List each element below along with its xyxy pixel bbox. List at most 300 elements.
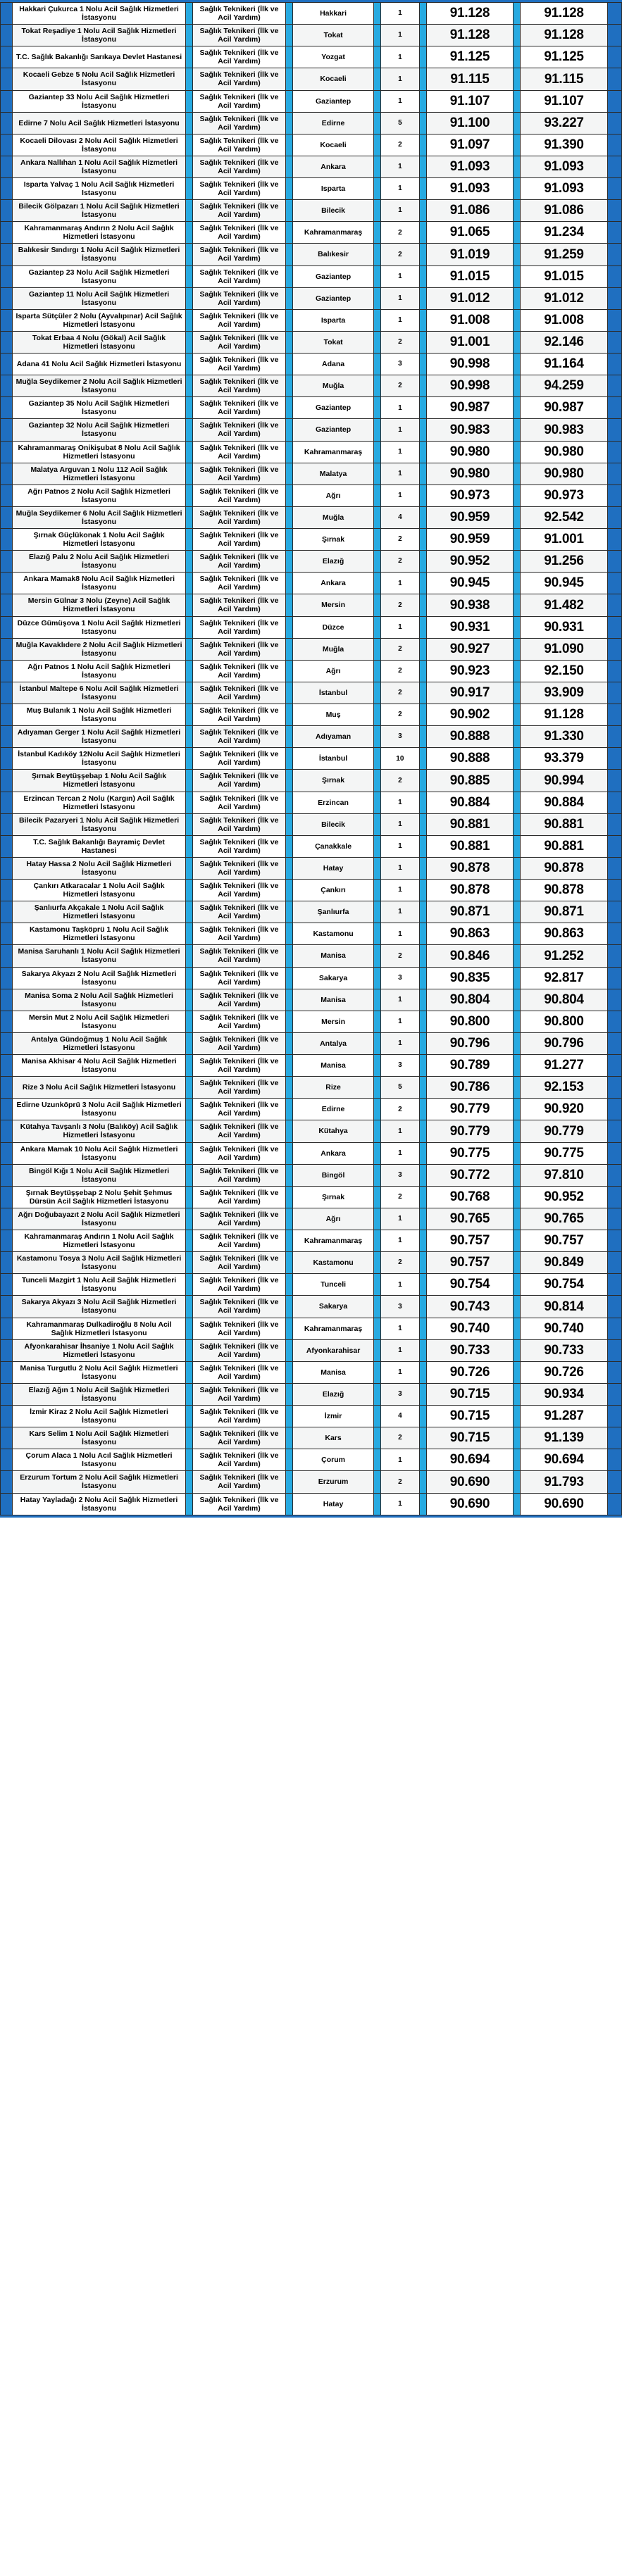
- cell-max-score[interactable]: 93.909: [521, 682, 608, 704]
- cell-title[interactable]: Sağlık Teknikeri (İlk ve Acil Yardım): [192, 222, 285, 244]
- cell-max-score[interactable]: 91.234: [521, 222, 608, 244]
- cell-quota-count[interactable]: 1: [381, 1032, 420, 1054]
- cell-quota-count[interactable]: 2: [381, 551, 420, 573]
- table-row[interactable]: [1, 1361, 622, 1383]
- cell-min-score[interactable]: 90.885: [426, 770, 514, 792]
- cell-max-score[interactable]: 90.945: [521, 573, 608, 594]
- table-row[interactable]: [1, 90, 622, 112]
- cell-institution[interactable]: Isparta Sütçüler 2 Nolu (Ayvalıpınar) Acil Sağlık Hizmetleri İstasyonu: [13, 309, 186, 331]
- cell-city[interactable]: Ankara: [293, 156, 374, 177]
- cell-min-score[interactable]: 91.093: [426, 156, 514, 177]
- table-row[interactable]: [1, 923, 622, 945]
- cell-max-score[interactable]: 90.690: [521, 1493, 608, 1515]
- cell-city[interactable]: Muğla: [293, 375, 374, 397]
- cell-city[interactable]: Çankırı: [293, 880, 374, 901]
- cell-title[interactable]: Sağlık Teknikeri (İlk ve Acil Yardım): [192, 1077, 285, 1099]
- cell-min-score[interactable]: 91.008: [426, 309, 514, 331]
- cell-institution[interactable]: Ağrı Patnos 2 Nolu Acil Sağlık Hizmetleri İstasyonu: [13, 484, 186, 506]
- table-row[interactable]: [1, 1077, 622, 1099]
- table-row[interactable]: [1, 1208, 622, 1230]
- cell-title[interactable]: Sağlık Teknikeri (İlk ve Acil Yardım): [192, 945, 285, 967]
- cell-city[interactable]: Rize: [293, 1077, 374, 1099]
- cell-min-score[interactable]: 91.100: [426, 112, 514, 134]
- cell-city[interactable]: Malatya: [293, 463, 374, 484]
- cell-min-score[interactable]: 91.012: [426, 287, 514, 309]
- cell-city[interactable]: Hakkari: [293, 3, 374, 25]
- cell-title[interactable]: Sağlık Teknikeri (İlk ve Acil Yardım): [192, 484, 285, 506]
- cell-city[interactable]: Muş: [293, 704, 374, 726]
- table-row[interactable]: [1, 857, 622, 879]
- cell-city[interactable]: Manisa: [293, 1361, 374, 1383]
- cell-quota-count[interactable]: 3: [381, 1383, 420, 1405]
- cell-max-score[interactable]: 90.881: [521, 813, 608, 835]
- cell-max-score[interactable]: 90.800: [521, 1011, 608, 1032]
- cell-min-score[interactable]: 91.128: [426, 3, 514, 25]
- cell-max-score[interactable]: 90.983: [521, 419, 608, 441]
- cell-city[interactable]: Sakarya: [293, 1296, 374, 1318]
- cell-institution[interactable]: Mersin Mut 2 Nolu Acil Sağlık Hizmetleri İstasyonu: [13, 1011, 186, 1032]
- cell-title[interactable]: Sağlık Teknikeri (İlk ve Acil Yardım): [192, 857, 285, 879]
- cell-max-score[interactable]: 91.252: [521, 945, 608, 967]
- cell-city[interactable]: Afyonkarahisar: [293, 1339, 374, 1361]
- table-row[interactable]: [1, 1383, 622, 1405]
- cell-max-score[interactable]: 90.931: [521, 616, 608, 638]
- cell-city[interactable]: Manisa: [293, 945, 374, 967]
- cell-quota-count[interactable]: 1: [381, 857, 420, 879]
- cell-title[interactable]: Sağlık Teknikeri (İlk ve Acil Yardım): [192, 1120, 285, 1142]
- cell-institution[interactable]: Şırnak Güçlükonak 1 Nolu Acil Sağlık Hizmetleri İstasyonu: [13, 529, 186, 551]
- cell-institution[interactable]: Gaziantep 32 Nolu Acil Sağlık Hizmetleri İstasyonu: [13, 419, 186, 441]
- cell-quota-count[interactable]: 1: [381, 90, 420, 112]
- cell-city[interactable]: Kastamonu: [293, 923, 374, 945]
- cell-min-score[interactable]: 90.715: [426, 1383, 514, 1405]
- cell-title[interactable]: Sağlık Teknikeri (İlk ve Acil Yardım): [192, 529, 285, 551]
- cell-title[interactable]: Sağlık Teknikeri (İlk ve Acil Yardım): [192, 1208, 285, 1230]
- cell-title[interactable]: Sağlık Teknikeri (İlk ve Acil Yardım): [192, 1318, 285, 1339]
- cell-min-score[interactable]: 90.888: [426, 726, 514, 748]
- cell-city[interactable]: Adıyaman: [293, 726, 374, 748]
- cell-min-score[interactable]: 90.927: [426, 638, 514, 660]
- cell-institution[interactable]: Gaziantep 35 Nolu Acil Sağlık Hizmetleri İstasyonu: [13, 397, 186, 419]
- cell-title[interactable]: Sağlık Teknikeri (İlk ve Acil Yardım): [192, 134, 285, 156]
- cell-institution[interactable]: Tunceli Mazgirt 1 Nolu Acil Sağlık Hizmetleri İstasyonu: [13, 1274, 186, 1296]
- cell-title[interactable]: Sağlık Teknikeri (İlk ve Acil Yardım): [192, 1252, 285, 1274]
- cell-city[interactable]: Edirne: [293, 1099, 374, 1120]
- table-row[interactable]: [1, 704, 622, 726]
- table-row[interactable]: [1, 1252, 622, 1274]
- cell-institution[interactable]: Hatay Hassa 2 Nolu Acil Sağlık Hizmetleri İstasyonu: [13, 857, 186, 879]
- cell-min-score[interactable]: 90.902: [426, 704, 514, 726]
- table-row[interactable]: [1, 792, 622, 813]
- cell-max-score[interactable]: 91.793: [521, 1471, 608, 1493]
- cell-institution[interactable]: Şırnak Beytüşşebap 2 Nolu Şehit Şehmus Dürsün Acil Sağlık Hizmetleri İstasyonu: [13, 1186, 186, 1208]
- cell-min-score[interactable]: 90.959: [426, 506, 514, 528]
- cell-city[interactable]: Hatay: [293, 857, 374, 879]
- cell-quota-count[interactable]: 1: [381, 156, 420, 177]
- cell-city[interactable]: Kars: [293, 1427, 374, 1449]
- cell-quota-count[interactable]: 2: [381, 1252, 420, 1274]
- cell-min-score[interactable]: 90.796: [426, 1032, 514, 1054]
- cell-city[interactable]: Tokat: [293, 25, 374, 46]
- cell-city[interactable]: Elazığ: [293, 551, 374, 573]
- cell-city[interactable]: Antalya: [293, 1032, 374, 1054]
- cell-max-score[interactable]: 91.128: [521, 25, 608, 46]
- cell-max-score[interactable]: 91.164: [521, 354, 608, 375]
- cell-max-score[interactable]: 97.810: [521, 1164, 608, 1186]
- cell-title[interactable]: Sağlık Teknikeri (İlk ve Acil Yardım): [192, 682, 285, 704]
- cell-quota-count[interactable]: 3: [381, 967, 420, 989]
- table-row[interactable]: [1, 551, 622, 573]
- cell-min-score[interactable]: 90.878: [426, 880, 514, 901]
- table-row[interactable]: [1, 880, 622, 901]
- table-row[interactable]: [1, 901, 622, 923]
- table-row[interactable]: [1, 529, 622, 551]
- cell-city[interactable]: Kütahya: [293, 1120, 374, 1142]
- cell-institution[interactable]: Düzce Gümüşova 1 Nolu Acil Sağlık Hizmetleri Istasyonu: [13, 616, 186, 638]
- cell-title[interactable]: Sağlık Teknikeri (İlk ve Acil Yardım): [192, 68, 285, 90]
- table-row[interactable]: [1, 46, 622, 68]
- cell-institution[interactable]: Rize 3 Nolu Acil Sağlık Hizmetleri İstasyonu: [13, 1077, 186, 1099]
- table-row[interactable]: [1, 1493, 622, 1515]
- table-row[interactable]: [1, 1120, 622, 1142]
- cell-institution[interactable]: Şanlıurfa Akçakale 1 Nolu Acil Sağlık Hizmetleri İstasyonu: [13, 901, 186, 923]
- cell-title[interactable]: Sağlık Teknikeri (İlk ve Acil Yardım): [192, 770, 285, 792]
- cell-city[interactable]: Kahramanmaraş: [293, 441, 374, 463]
- cell-city[interactable]: Kahramanmaraş: [293, 1230, 374, 1252]
- cell-min-score[interactable]: 90.715: [426, 1427, 514, 1449]
- cell-quota-count[interactable]: 1: [381, 1361, 420, 1383]
- cell-city[interactable]: Muğla: [293, 506, 374, 528]
- table-row[interactable]: [1, 1339, 622, 1361]
- cell-title[interactable]: Sağlık Teknikeri (İlk ve Acil Yardım): [192, 1099, 285, 1120]
- cell-title[interactable]: Sağlık Teknikeri (İlk ve Acil Yardım): [192, 638, 285, 660]
- cell-min-score[interactable]: 90.871: [426, 901, 514, 923]
- cell-title[interactable]: Sağlık Teknikeri (İlk ve Acil Yardım): [192, 726, 285, 748]
- cell-min-score[interactable]: 90.804: [426, 989, 514, 1011]
- cell-min-score[interactable]: 90.789: [426, 1055, 514, 1077]
- cell-max-score[interactable]: 91.107: [521, 90, 608, 112]
- cell-institution[interactable]: Hakkari Çukurca 1 Nolu Acil Sağlık Hizmetleri İstasyonu: [13, 3, 186, 25]
- cell-quota-count[interactable]: 1: [381, 835, 420, 857]
- table-row[interactable]: [1, 594, 622, 616]
- cell-title[interactable]: Sağlık Teknikeri (İlk ve Acil Yardım): [192, 1493, 285, 1515]
- table-row[interactable]: [1, 1230, 622, 1252]
- cell-institution[interactable]: Balıkesir Sındırgı 1 Nolu Acil Sağlık Hizmetleri İstasyonu: [13, 244, 186, 265]
- table-row[interactable]: [1, 682, 622, 704]
- cell-city[interactable]: Kocaeli: [293, 134, 374, 156]
- cell-city[interactable]: Gaziantep: [293, 397, 374, 419]
- cell-min-score[interactable]: 90.754: [426, 1274, 514, 1296]
- cell-quota-count[interactable]: 1: [381, 1011, 420, 1032]
- table-row[interactable]: [1, 1274, 622, 1296]
- cell-city[interactable]: Çanakkale: [293, 835, 374, 857]
- cell-title[interactable]: Sağlık Teknikeri (İlk ve Acil Yardım): [192, 835, 285, 857]
- cell-title[interactable]: Sağlık Teknikeri (İlk ve Acil Yardım): [192, 375, 285, 397]
- cell-title[interactable]: Sağlık Teknikeri (İlk ve Acil Yardım): [192, 594, 285, 616]
- table-row[interactable]: [1, 770, 622, 792]
- table-row[interactable]: [1, 1427, 622, 1449]
- cell-institution[interactable]: İzmir Kiraz 2 Nolu Acil Sağlık Hizmetleri İstasyonu: [13, 1406, 186, 1427]
- cell-min-score[interactable]: 91.107: [426, 90, 514, 112]
- cell-institution[interactable]: Ankara Mamak 10 Nolu Acil Sağlık Hizmetleri İstasyonu: [13, 1142, 186, 1164]
- cell-institution[interactable]: Gaziantep 11 Nolu Acil Sağlık Hizmetleri İstasyonu: [13, 287, 186, 309]
- cell-institution[interactable]: Erzincan Tercan 2 Nolu (Kargın) Acil Sağlık Hizmetleri İstasyonu: [13, 792, 186, 813]
- cell-city[interactable]: Erzurum: [293, 1471, 374, 1493]
- cell-city[interactable]: Edirne: [293, 112, 374, 134]
- cell-city[interactable]: Isparta: [293, 178, 374, 200]
- cell-city[interactable]: Yozgat: [293, 46, 374, 68]
- cell-quota-count[interactable]: 1: [381, 1208, 420, 1230]
- cell-min-score[interactable]: 90.775: [426, 1142, 514, 1164]
- cell-institution[interactable]: İstanbul Kadıköy 12Nolu Acil Sağlık Hizmetleri İstasyonu: [13, 748, 186, 770]
- cell-min-score[interactable]: 90.726: [426, 1361, 514, 1383]
- cell-quota-count[interactable]: 3: [381, 726, 420, 748]
- cell-quota-count[interactable]: 1: [381, 25, 420, 46]
- cell-title[interactable]: Sağlık Teknikeri (İlk ve Acil Yardım): [192, 1011, 285, 1032]
- table-row[interactable]: [1, 484, 622, 506]
- cell-quota-count[interactable]: 1: [381, 265, 420, 287]
- cell-institution[interactable]: Kahramanmaraş Andırın 1 Nolu Acil Sağlık Hizmetleri İstasyonu: [13, 1230, 186, 1252]
- cell-institution[interactable]: Ağrı Patnos 1 Nolu Acil Sağlık Hizmetleri İstasyonu: [13, 660, 186, 682]
- cell-quota-count[interactable]: 1: [381, 616, 420, 638]
- cell-min-score[interactable]: 91.115: [426, 68, 514, 90]
- cell-quota-count[interactable]: 1: [381, 68, 420, 90]
- cell-min-score[interactable]: 90.884: [426, 792, 514, 813]
- cell-city[interactable]: Ağrı: [293, 484, 374, 506]
- cell-title[interactable]: Sağlık Teknikeri (İlk ve Acil Yardım): [192, 1361, 285, 1383]
- cell-institution[interactable]: Gaziantep 33 Nolu Acil Sağlık Hizmetleri İstasyonu: [13, 90, 186, 112]
- cell-institution[interactable]: Çankırı Atkaracalar 1 Nolu Acil Sağlık Hizmetleri İstasyonu: [13, 880, 186, 901]
- cell-institution[interactable]: Şırnak Beytüşşebap 1 Nolu Acil Sağlık Hizmetleri İstasyonu: [13, 770, 186, 792]
- cell-quota-count[interactable]: 1: [381, 813, 420, 835]
- cell-max-score[interactable]: 93.227: [521, 112, 608, 134]
- cell-quota-count[interactable]: 3: [381, 1296, 420, 1318]
- cell-quota-count[interactable]: 1: [381, 46, 420, 68]
- cell-title[interactable]: Sağlık Teknikeri (İlk ve Acil Yardım): [192, 397, 285, 419]
- cell-title[interactable]: Sağlık Teknikeri (İlk ve Acil Yardım): [192, 813, 285, 835]
- cell-institution[interactable]: Muğla Kavaklıdere 2 Nolu Acil Sağlık Hizmetleri İstasyonu: [13, 638, 186, 660]
- table-row[interactable]: [1, 244, 622, 265]
- table-row[interactable]: [1, 287, 622, 309]
- cell-title[interactable]: Sağlık Teknikeri (İlk ve Acil Yardım): [192, 1383, 285, 1405]
- table-row[interactable]: [1, 989, 622, 1011]
- cell-min-score[interactable]: 90.917: [426, 682, 514, 704]
- cell-title[interactable]: Sağlık Teknikeri (İlk ve Acil Yardım): [192, 419, 285, 441]
- cell-max-score[interactable]: 93.379: [521, 748, 608, 770]
- cell-max-score[interactable]: 91.090: [521, 638, 608, 660]
- cell-institution[interactable]: Adana 41 Nolu Acil Sağlık Hizmetleri İstasyonu: [13, 354, 186, 375]
- table-row[interactable]: [1, 375, 622, 397]
- cell-max-score[interactable]: 90.980: [521, 463, 608, 484]
- cell-quota-count[interactable]: 1: [381, 1493, 420, 1515]
- table-row[interactable]: [1, 1142, 622, 1164]
- cell-city[interactable]: Şırnak: [293, 529, 374, 551]
- cell-institution[interactable]: Malatya Arguvan 1 Nolu 112 Acil Sağlık Hizmetleri İstasyonu: [13, 463, 186, 484]
- cell-min-score[interactable]: 90.945: [426, 573, 514, 594]
- cell-city[interactable]: Elazığ: [293, 1383, 374, 1405]
- cell-max-score[interactable]: 90.775: [521, 1142, 608, 1164]
- cell-city[interactable]: Balıkesir: [293, 244, 374, 265]
- table-row[interactable]: [1, 178, 622, 200]
- cell-max-score[interactable]: 90.952: [521, 1186, 608, 1208]
- cell-title[interactable]: Sağlık Teknikeri (İlk ve Acil Yardım): [192, 792, 285, 813]
- table-row[interactable]: [1, 1011, 622, 1032]
- cell-city[interactable]: Ağrı: [293, 660, 374, 682]
- cell-city[interactable]: Sakarya: [293, 967, 374, 989]
- cell-city[interactable]: Çorum: [293, 1449, 374, 1471]
- cell-quota-count[interactable]: 1: [381, 573, 420, 594]
- cell-quota-count[interactable]: 1: [381, 419, 420, 441]
- cell-max-score[interactable]: 91.277: [521, 1055, 608, 1077]
- cell-quota-count[interactable]: 1: [381, 901, 420, 923]
- cell-institution[interactable]: Tokat Reşadiye 1 Nolu Acil Sağlık Hizmetleri İstasyonu: [13, 25, 186, 46]
- cell-institution[interactable]: Bilecik Gölpazarı 1 Nolu Acil Sağlık Hizmetleri İstasyonu: [13, 200, 186, 222]
- cell-min-score[interactable]: 90.973: [426, 484, 514, 506]
- cell-quota-count[interactable]: 2: [381, 331, 420, 353]
- cell-max-score[interactable]: 90.987: [521, 397, 608, 419]
- cell-max-score[interactable]: 91.128: [521, 3, 608, 25]
- cell-quota-count[interactable]: 1: [381, 463, 420, 484]
- cell-quota-count[interactable]: 1: [381, 1274, 420, 1296]
- cell-title[interactable]: Sağlık Teknikeri (İlk ve Acil Yardım): [192, 200, 285, 222]
- cell-max-score[interactable]: 91.012: [521, 287, 608, 309]
- cell-title[interactable]: Sağlık Teknikeri (İlk ve Acil Yardım): [192, 331, 285, 353]
- cell-min-score[interactable]: 90.881: [426, 813, 514, 835]
- cell-min-score[interactable]: 90.715: [426, 1406, 514, 1427]
- cell-institution[interactable]: Manisa Akhisar 4 Nolu Acil Sağlık Hizmetleri İstasyonu: [13, 1055, 186, 1077]
- cell-min-score[interactable]: 90.757: [426, 1230, 514, 1252]
- table-row[interactable]: [1, 638, 622, 660]
- cell-city[interactable]: Manisa: [293, 989, 374, 1011]
- table-row[interactable]: [1, 1032, 622, 1054]
- cell-title[interactable]: Sağlık Teknikeri (İlk ve Acil Yardım): [192, 3, 285, 25]
- cell-institution[interactable]: Edirne 7 Nolu Acil Sağlık Hizmetleri İstasyonu: [13, 112, 186, 134]
- cell-quota-count[interactable]: 2: [381, 1427, 420, 1449]
- cell-city[interactable]: Hatay: [293, 1493, 374, 1515]
- cell-quota-count[interactable]: 5: [381, 112, 420, 134]
- cell-max-score[interactable]: 90.884: [521, 792, 608, 813]
- cell-city[interactable]: Tunceli: [293, 1274, 374, 1296]
- cell-city[interactable]: Bilecik: [293, 813, 374, 835]
- table-row[interactable]: [1, 1318, 622, 1339]
- cell-institution[interactable]: İstanbul Maltepe 6 Nolu Acil Sağlık Hizmetleri İstasyonu: [13, 682, 186, 704]
- cell-city[interactable]: Gaziantep: [293, 265, 374, 287]
- cell-title[interactable]: Sağlık Teknikeri (İlk ve Acil Yardım): [192, 748, 285, 770]
- cell-quota-count[interactable]: 2: [381, 375, 420, 397]
- cell-quota-count[interactable]: 2: [381, 1099, 420, 1120]
- cell-city[interactable]: Erzincan: [293, 792, 374, 813]
- cell-max-score[interactable]: 90.814: [521, 1296, 608, 1318]
- table-row[interactable]: [1, 1055, 622, 1077]
- cell-min-score[interactable]: 90.743: [426, 1296, 514, 1318]
- cell-city[interactable]: Ankara: [293, 1142, 374, 1164]
- cell-city[interactable]: Mersin: [293, 1011, 374, 1032]
- cell-max-score[interactable]: 91.093: [521, 178, 608, 200]
- cell-max-score[interactable]: 90.920: [521, 1099, 608, 1120]
- cell-title[interactable]: Sağlık Teknikeri (İlk ve Acil Yardım): [192, 1032, 285, 1054]
- cell-quota-count[interactable]: 5: [381, 1077, 420, 1099]
- cell-max-score[interactable]: 91.128: [521, 704, 608, 726]
- cell-quota-count[interactable]: 1: [381, 1230, 420, 1252]
- cell-quota-count[interactable]: 1: [381, 1339, 420, 1361]
- cell-institution[interactable]: Isparta Yalvaç 1 Nolu Acil Sağlık Hizmetleri Istasyonu: [13, 178, 186, 200]
- table-row[interactable]: [1, 3, 622, 25]
- cell-quota-count[interactable]: 1: [381, 1120, 420, 1142]
- cell-min-score[interactable]: 90.931: [426, 616, 514, 638]
- cell-min-score[interactable]: 90.980: [426, 441, 514, 463]
- cell-city[interactable]: Şanlıurfa: [293, 901, 374, 923]
- cell-min-score[interactable]: 90.690: [426, 1493, 514, 1515]
- cell-city[interactable]: Isparta: [293, 309, 374, 331]
- cell-institution[interactable]: Muğla Seydikemer 2 Nolu Acil Sağlık Hizmetleri İstasyonu: [13, 375, 186, 397]
- cell-quota-count[interactable]: 2: [381, 222, 420, 244]
- cell-title[interactable]: Sağlık Teknikeri (İlk ve Acil Yardım): [192, 354, 285, 375]
- cell-quota-count[interactable]: 3: [381, 354, 420, 375]
- cell-quota-count[interactable]: 1: [381, 989, 420, 1011]
- cell-max-score[interactable]: 90.740: [521, 1318, 608, 1339]
- cell-title[interactable]: Sağlık Teknikeri (İlk ve Acil Yardım): [192, 112, 285, 134]
- cell-quota-count[interactable]: 3: [381, 1055, 420, 1077]
- cell-quota-count[interactable]: 2: [381, 704, 420, 726]
- cell-quota-count[interactable]: 2: [381, 244, 420, 265]
- cell-quota-count[interactable]: 2: [381, 1471, 420, 1493]
- cell-city[interactable]: İstanbul: [293, 748, 374, 770]
- cell-max-score[interactable]: 94.259: [521, 375, 608, 397]
- cell-title[interactable]: Sağlık Teknikeri (İlk ve Acil Yardım): [192, 25, 285, 46]
- cell-max-score[interactable]: 90.863: [521, 923, 608, 945]
- cell-min-score[interactable]: 90.779: [426, 1120, 514, 1142]
- cell-min-score[interactable]: 90.980: [426, 463, 514, 484]
- cell-institution[interactable]: Kahramanmaraş Dulkadiroğlu 8 Nolu Acil Sağlık Hizmetleri İstasyonu: [13, 1318, 186, 1339]
- cell-institution[interactable]: Kars Selim 1 Nolu Acil Sağlık Hizmetleri İstasyonu: [13, 1427, 186, 1449]
- cell-title[interactable]: Sağlık Teknikeri (İlk ve Acil Yardım): [192, 967, 285, 989]
- table-row[interactable]: [1, 967, 622, 989]
- cell-city[interactable]: Bingöl: [293, 1164, 374, 1186]
- cell-min-score[interactable]: 90.881: [426, 835, 514, 857]
- cell-quota-count[interactable]: 1: [381, 1318, 420, 1339]
- cell-min-score[interactable]: 90.987: [426, 397, 514, 419]
- cell-title[interactable]: Sağlık Teknikeri (İlk ve Acil Yardım): [192, 1142, 285, 1164]
- cell-institution[interactable]: Bilecik Pazaryeri 1 Nolu Acil Sağlık Hizmetleri İstasyonu: [13, 813, 186, 835]
- cell-city[interactable]: Şırnak: [293, 1186, 374, 1208]
- cell-title[interactable]: Sağlık Teknikeri (İlk ve Acil Yardım): [192, 156, 285, 177]
- cell-quota-count[interactable]: 1: [381, 484, 420, 506]
- cell-max-score[interactable]: 91.086: [521, 200, 608, 222]
- table-row[interactable]: [1, 1164, 622, 1186]
- cell-min-score[interactable]: 91.065: [426, 222, 514, 244]
- cell-title[interactable]: Sağlık Teknikeri (İlk ve Acil Yardım): [192, 265, 285, 287]
- table-row[interactable]: [1, 222, 622, 244]
- table-row[interactable]: [1, 112, 622, 134]
- cell-institution[interactable]: Çorum Alaca 1 Nolu Acıl Sağlık Hizmetleri Istasyonu: [13, 1449, 186, 1471]
- table-row[interactable]: [1, 573, 622, 594]
- cell-city[interactable]: Bilecik: [293, 200, 374, 222]
- cell-max-score[interactable]: 91.008: [521, 309, 608, 331]
- table-row[interactable]: [1, 156, 622, 177]
- cell-min-score[interactable]: 91.093: [426, 178, 514, 200]
- cell-institution[interactable]: Kocaeli Dilovası 2 Nolu Acil Sağlık Hizmetleri İstasyonu: [13, 134, 186, 156]
- cell-min-score[interactable]: 90.757: [426, 1252, 514, 1274]
- cell-quota-count[interactable]: 1: [381, 880, 420, 901]
- cell-min-score[interactable]: 90.779: [426, 1099, 514, 1120]
- cell-quota-count[interactable]: 1: [381, 441, 420, 463]
- table-row[interactable]: [1, 134, 622, 156]
- cell-min-score[interactable]: 91.019: [426, 244, 514, 265]
- cell-min-score[interactable]: 90.740: [426, 1318, 514, 1339]
- cell-institution[interactable]: Elazığ Ağın 1 Nolu Acil Sağlık Hizmetleri İstasyonu: [13, 1383, 186, 1405]
- cell-title[interactable]: Sağlık Teknikeri (İlk ve Acil Yardım): [192, 901, 285, 923]
- cell-max-score[interactable]: 92.150: [521, 660, 608, 682]
